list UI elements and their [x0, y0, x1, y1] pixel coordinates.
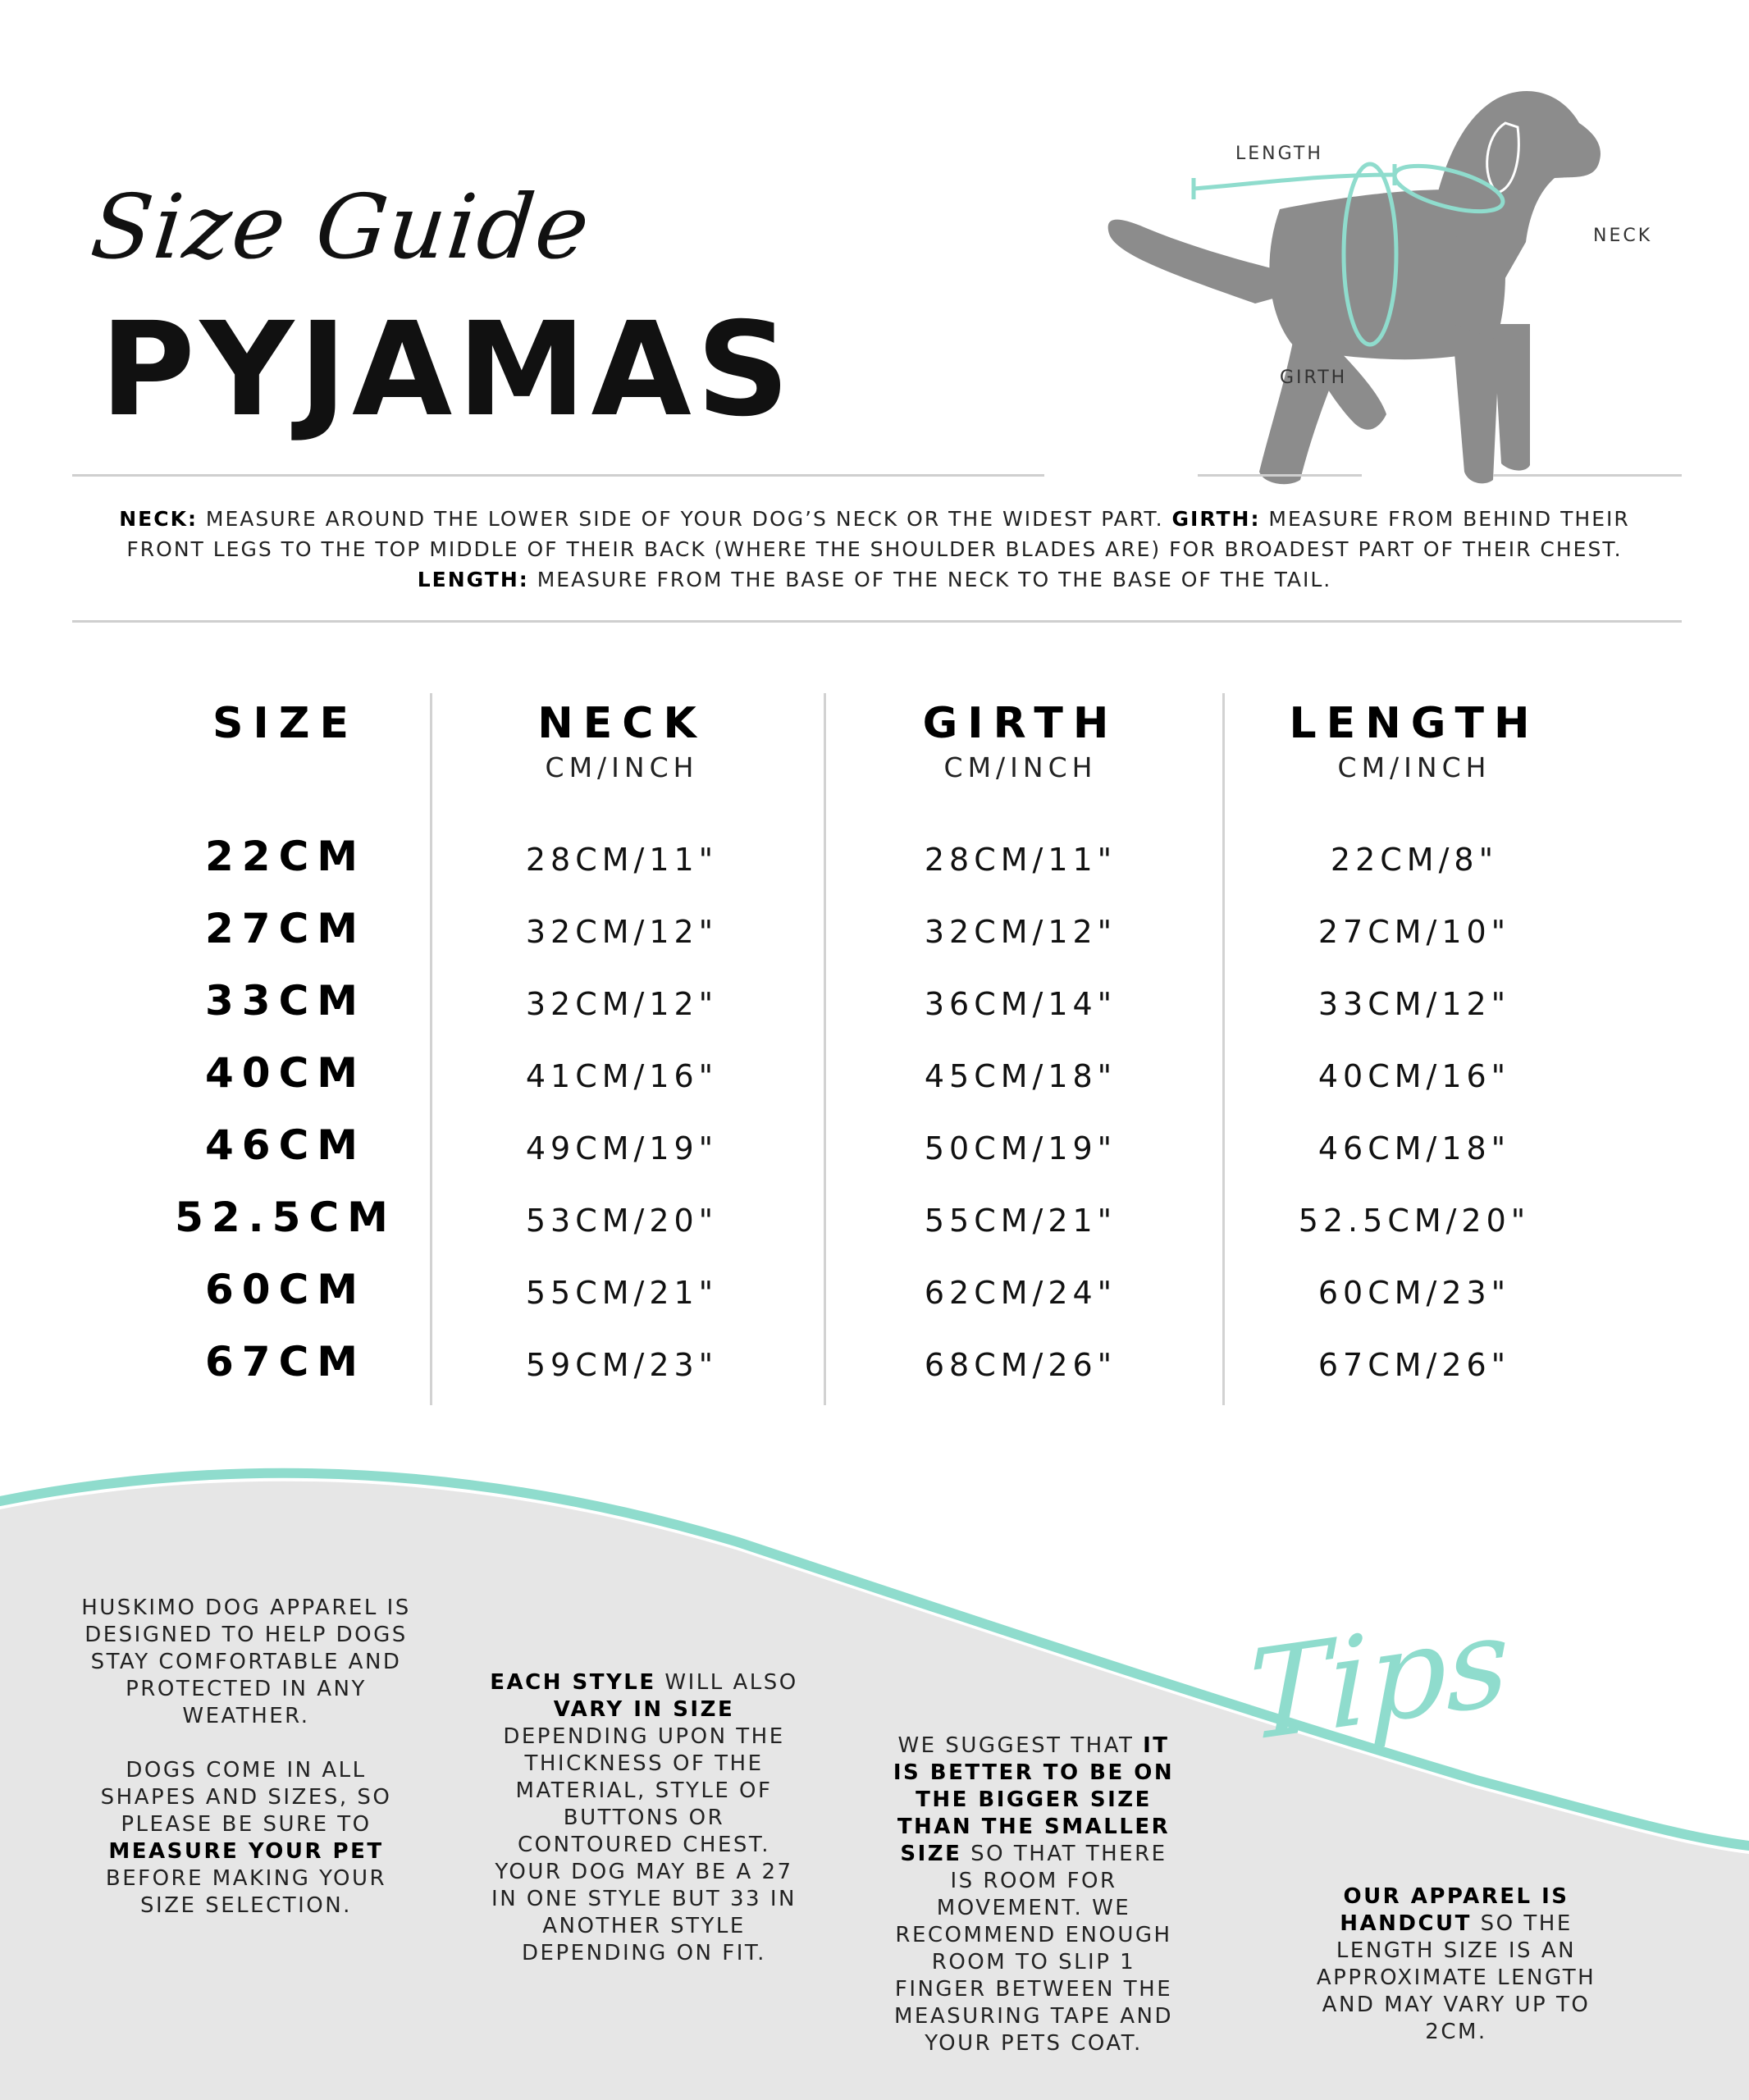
- column-subheader-neck: CM/INCH: [545, 751, 699, 783]
- column-subheader-length: CM/INCH: [1337, 751, 1491, 783]
- neck-cell: 32CM/12": [525, 986, 719, 1022]
- tip-apparel-design: [74, 1595, 418, 1920]
- tips-heading: Tips: [1248, 1588, 1509, 1770]
- neck-instructions: MEASURE AROUND THE LOWER SIDE OF YOUR DOG’S NECK OR THE WIDEST PART.: [197, 507, 1172, 531]
- dog-measurement-illustration: [1050, 78, 1608, 504]
- column-header-size: SIZE: [212, 699, 359, 748]
- size-cell: 27CM: [204, 905, 367, 952]
- length-cell: 46CM/18": [1317, 1130, 1511, 1166]
- neck-cell: 41CM/16": [525, 1058, 719, 1094]
- divider: [1198, 474, 1362, 477]
- script-title: Size Guide: [86, 176, 596, 279]
- column-subheader-girth: CM/INCH: [943, 751, 1098, 783]
- dog-silhouette: [1108, 91, 1601, 484]
- length-cell: 22CM/8": [1330, 842, 1499, 878]
- measurement-instructions: [98, 504, 1651, 595]
- size-cell: 60CM: [204, 1266, 367, 1313]
- girth-instructions: MEASURE FROM BEHIND THEIR FRONT LEGS TO THE TOP MIDDLE OF THEIR BACK (WHERE THE SHOULDER BLADES ARE) FOR BROADEST PART OF THEIR CHEST.: [126, 507, 1630, 561]
- divider: [72, 474, 1044, 477]
- neck-cell: 49CM/19": [525, 1130, 719, 1166]
- diagram-neck-label: NECK: [1593, 226, 1653, 246]
- divider: [1493, 474, 1682, 477]
- size-cell: 22CM: [204, 833, 367, 880]
- page-title: PYJAMAS: [100, 294, 795, 445]
- girth-cell: 28CM/11": [924, 842, 1117, 878]
- girth-cell: 62CM/24": [924, 1275, 1117, 1311]
- diagram-length-label: LENGTH: [1235, 144, 1323, 164]
- neck-cell: 55CM/21": [525, 1275, 719, 1311]
- length-cell: 33CM/12": [1317, 986, 1511, 1022]
- size-cell: 46CM: [204, 1121, 367, 1169]
- size-cell: 40CM: [204, 1049, 367, 1097]
- column-header-girth: GIRTH: [922, 699, 1119, 748]
- girth-cell: 32CM/12": [924, 914, 1117, 950]
- size-cell: 52.5CM: [175, 1194, 396, 1241]
- divider: [72, 620, 1682, 623]
- neck-cell: 32CM/12": [525, 914, 719, 950]
- girth-cell: 55CM/21": [924, 1203, 1117, 1239]
- tip-paragraph: DOGS COME IN ALL SHAPES AND SIZES, SO PLEASE BE SURE TO MEASURE YOUR PET BEFORE MAKING YOUR SIZE SELECTION.: [100, 1758, 392, 1918]
- diagram-girth-label: GIRTH: [1280, 368, 1348, 388]
- girth-cell: 50CM/19": [924, 1130, 1117, 1166]
- girth-cell: 45CM/18": [924, 1058, 1117, 1094]
- size-cell: 67CM: [204, 1338, 367, 1386]
- girth-cell: 36CM/14": [924, 986, 1117, 1022]
- length-term: LENGTH:: [417, 568, 529, 591]
- girth-cell: 68CM/26": [924, 1347, 1117, 1383]
- column-header-neck: NECK: [537, 699, 706, 748]
- neck-cell: 59CM/23": [525, 1347, 719, 1383]
- size-cell: 33CM: [204, 977, 367, 1025]
- tip-paragraph: HUSKIMO DOG APPAREL IS DESIGNED TO HELP DOGS STAY COMFORTABLE AND PROTECTED IN ANY WEATHER.: [81, 1596, 411, 1728]
- neck-cell: 28CM/11": [525, 842, 719, 878]
- tip-bigger-size: WE SUGGEST THAT IT IS BETTER TO BE ON THE BIGGER SIZE THAN THE SMALLER SIZE SO THAT THERE IS ROOM FOR MOVEMENT. WE RECOMMEND ENOUGH ROOM TO SLIP 1 FINGER BETWEEN THE MEASURING TAPE AND YOUR PETS COAT.: [893, 1733, 1175, 2056]
- tip-style-variation: EACH STYLE WILL ALSO VARY IN SIZE DEPENDING UPON THE THICKNESS OF THE MATERIAL, STYLE OF BUTTONS OR CONTOURED CHEST. YOUR DOG MAY BE A 27 IN ONE STYLE BUT 33 IN ANOTHER STYLE DEPENDING ON FIT.: [490, 1670, 798, 1965]
- length-cell: 40CM/16": [1317, 1058, 1511, 1094]
- neck-term: NECK:: [119, 507, 198, 531]
- length-cell: 27CM/10": [1317, 914, 1511, 950]
- girth-term: GIRTH:: [1171, 507, 1261, 531]
- length-cell: 67CM/26": [1317, 1347, 1511, 1383]
- length-instructions: MEASURE FROM THE BASE OF THE NECK TO THE BASE OF THE TAIL.: [528, 568, 1332, 591]
- column-header-length: LENGTH: [1289, 699, 1540, 748]
- length-cell: 52.5CM/20": [1298, 1203, 1531, 1239]
- neck-cell: 53CM/20": [525, 1203, 719, 1239]
- tip-handcut: OUR APPAREL IS HANDCUT SO THE LENGTH SIZE IS AN APPROXIMATE LENGTH AND MAY VARY UP TO 2CM.: [1316, 1884, 1596, 2044]
- length-cell: 60CM/23": [1317, 1275, 1511, 1311]
